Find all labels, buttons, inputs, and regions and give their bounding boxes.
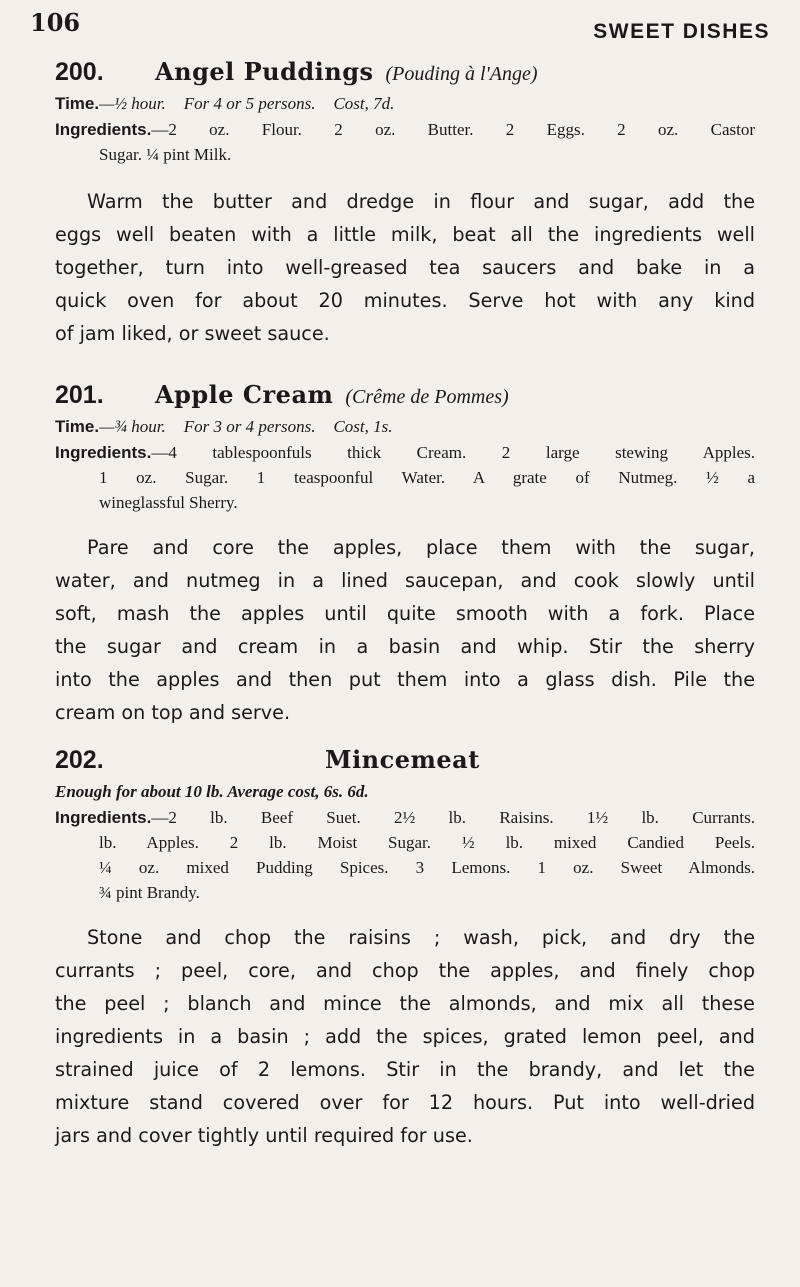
ingredients-line: lb. Apples. 2 lb. Moist Sugar. ½ lb. mixed Candied Peels.	[99, 833, 755, 852]
method-line: eggs well beaten with a little milk, beat all the ingredients well	[55, 223, 755, 246]
recipe-french-title: (Crême de Pommes)	[345, 386, 509, 408]
ingredients-line: 1 oz. Sugar. 1 teaspoonful Water. A grate of Nutmeg. ½ a	[99, 468, 755, 487]
recipe-title-line	[55, 57, 755, 91]
time-label: Time.	[55, 417, 100, 436]
recipe-apple-cream	[55, 380, 755, 729]
recipe-meta	[55, 414, 755, 440]
method-line: mixture stand covered over for 12 hours. Put into well-dried	[55, 1091, 755, 1114]
running-head: SWEET DISHES	[593, 20, 770, 43]
recipe-title-line	[55, 745, 755, 779]
time-label: Time.	[55, 94, 100, 113]
method-line: quick oven for about 20 minutes. Serve hot with any kind	[55, 289, 755, 312]
ingredients-line: ¼ oz. mixed Pudding Spices. 3 Lemons. 1 oz. Sweet Almonds.	[99, 858, 755, 877]
method-line: Warm the butter and dredge in flour and sugar, add the	[87, 190, 755, 213]
ingredients-line	[55, 117, 755, 142]
method-line: ingredients in a basin ; add the spices, grated lemon peel, and	[55, 1025, 755, 1048]
cost: Cost, 7d.	[333, 94, 395, 113]
ingredients-line: Sugar. ¼ pint Milk.	[99, 145, 232, 164]
recipe-french-title: (Pouding à l'Ange)	[385, 63, 538, 85]
recipe-title: Angel Puddings	[155, 57, 374, 86]
serves: For 4 or 5 persons.	[183, 94, 316, 113]
method-line: soft, mash the apples until quite smooth with a fork. Place	[55, 602, 755, 625]
ingredients-line	[55, 805, 755, 830]
time-value: —½ hour.	[99, 94, 166, 113]
method-line: strained juice of 2 lemons. Stir in the brandy, and let the	[55, 1058, 755, 1081]
method-line: jars and cover tightly until required for use.	[55, 1124, 473, 1147]
ingredients	[55, 805, 755, 905]
recipe-title: Apple Cream	[155, 380, 334, 409]
method-line: water, and nutmeg in a lined saucepan, and cook slowly until	[55, 569, 755, 592]
ingredients-label: Ingredients.	[55, 808, 152, 827]
page-number: 106	[30, 8, 81, 37]
method	[55, 185, 755, 350]
recipe-angel-puddings	[55, 57, 755, 350]
ingredients	[55, 440, 755, 515]
recipe-meta: Enough for about 10 lb. Average cost, 6s. 6d.	[55, 782, 369, 801]
recipe-mincemeat	[55, 745, 755, 1152]
method	[55, 531, 755, 729]
method	[55, 921, 755, 1152]
ingredients-line: wineglassful Sherry.	[99, 493, 238, 512]
method-line: cream on top and serve.	[55, 701, 291, 724]
page-header	[30, 6, 770, 46]
ingredients-line: ¾ pint Brandy.	[99, 883, 200, 902]
ingredients-text: —4 tablespoonfuls thick Cream. 2 large stewing Apples.	[151, 443, 755, 462]
cost: Cost, 1s.	[333, 417, 393, 436]
method-line: Stone and chop the raisins ; wash, pick, and dry the	[87, 926, 755, 949]
time-value: —¾ hour.	[99, 417, 166, 436]
method-line: together, turn into well-greased tea saucers and bake in a	[55, 256, 755, 279]
ingredients-label: Ingredients.	[55, 443, 152, 462]
method-line: Pare and core the apples, place them with the sugar,	[87, 536, 755, 559]
recipe-number: 202.	[55, 746, 104, 774]
recipe-number: 200.	[55, 58, 104, 86]
ingredients-text: —2 oz. Flour. 2 oz. Butter. 2 Eggs. 2 oz. Castor	[151, 120, 755, 139]
recipe-title-line	[55, 380, 755, 414]
ingredients-line	[55, 440, 755, 465]
ingredients-text: —2 lb. Beef Suet. 2½ lb. Raisins. 1½ lb. Currants.	[151, 808, 755, 827]
method-line: of jam liked, or sweet sauce.	[55, 322, 330, 345]
recipe-title: Mincemeat	[325, 745, 480, 774]
ingredients-label: Ingredients.	[55, 120, 152, 139]
method-line: the peel ; blanch and mince the almonds, and mix all these	[55, 992, 755, 1015]
ingredients	[55, 117, 755, 167]
method-line: currants ; peel, core, and chop the apples, and finely chop	[55, 959, 755, 982]
serves: For 3 or 4 persons.	[183, 417, 316, 436]
recipe-number: 201.	[55, 381, 104, 409]
method-line: into the apples and then put them into a glass dish. Pile the	[55, 668, 755, 691]
recipe-meta	[55, 91, 755, 117]
method-line: the sugar and cream in a basin and whip. Stir the sherry	[55, 635, 755, 658]
